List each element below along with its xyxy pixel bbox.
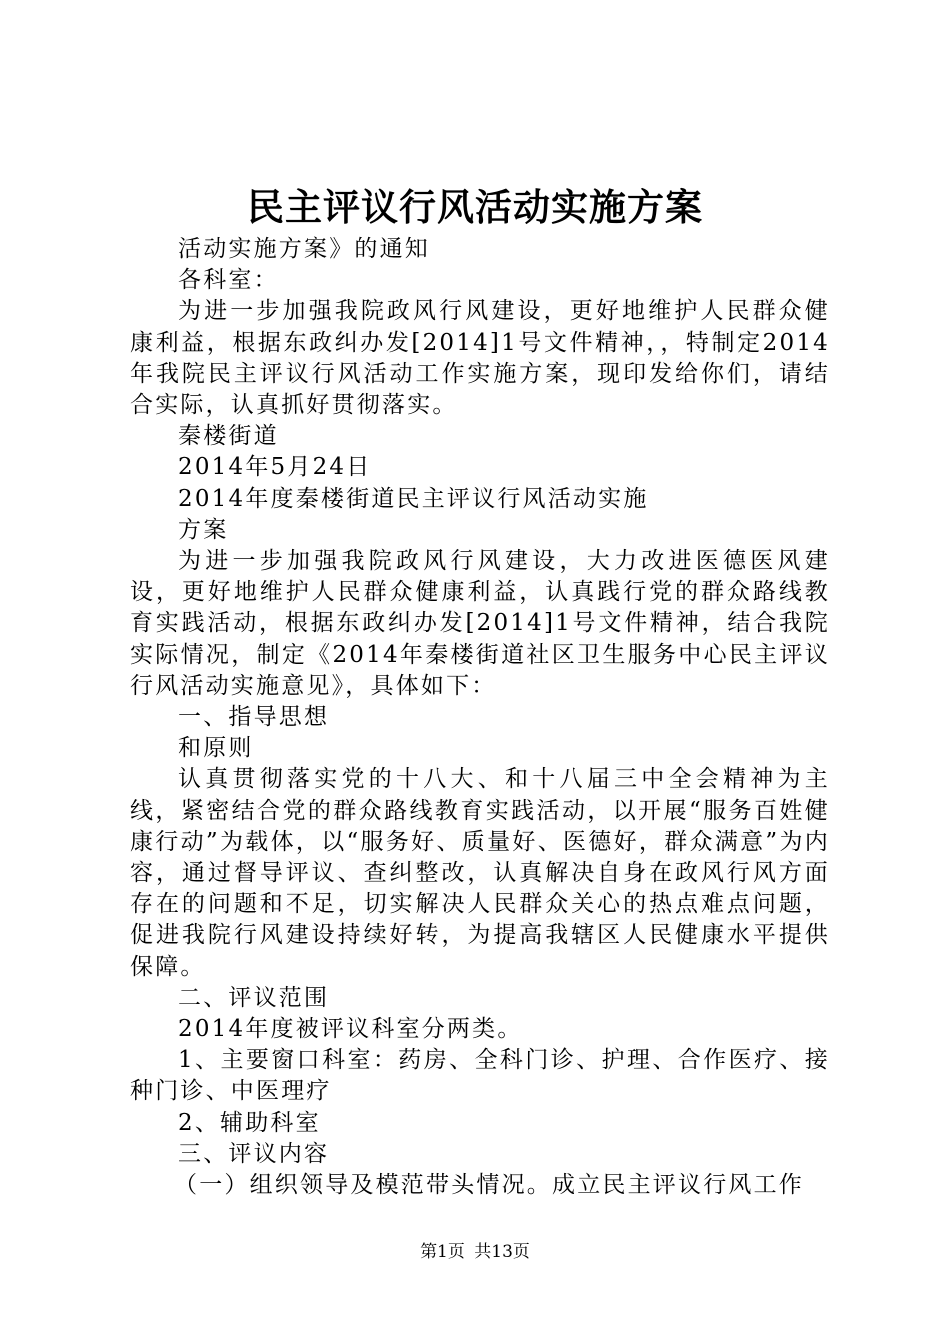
paragraph: 各科室： — [178, 267, 279, 294]
paragraph: 为进一步加强我院政风行风建设，更好地维护人民群众健康利益，根据东政纠办发[2014]1号文件精神，，特制定2014年我院民主评议行风活动工作实施方案，现印发给你们，请结合实际，认真抓好贯彻落实。 — [130, 298, 830, 419]
page-total: 共13页 — [474, 1242, 530, 1262]
section-heading: 二、评议范围 — [178, 984, 330, 1011]
paragraph: （一）组织领导及模范带头情况。成立民主评议行风工作 — [174, 1172, 804, 1199]
page-number: 第1页 — [420, 1242, 465, 1262]
paragraph: 2014年度被评议科室分两类。 — [178, 1016, 523, 1043]
document-title: 民主评议行风活动实施方案 — [247, 186, 703, 229]
paragraph: 2014年5月24日 — [178, 454, 372, 481]
paragraph: 2014年度秦楼街道民主评议行风活动实施 — [178, 485, 649, 512]
page-footer — [0, 1240, 950, 1264]
paragraph: 认真贯彻落实党的十八大、和十八届三中全会精神为主线，紧密结合党的群众路线教育实践活动，以开展“服务百姓健康行动”为载体，以“服务好、质量好、医德好，群众满意”为内容，通过督导评议、查纠整改，认真解决自身在政风行风方面存在的问题和不足，切实解决人民群众关心的热点难点问题，促进我院行风建设持续好转，为提高我辖区人民健康水平提供保障。 — [130, 766, 830, 980]
paragraph: 秦楼街道 — [178, 423, 279, 450]
paragraph: 活动实施方案》的通知 — [178, 236, 430, 262]
document-body — [130, 234, 830, 1201]
paragraph: 方案 — [178, 516, 229, 543]
paragraph: 2、辅助科室 — [178, 1109, 321, 1136]
section-heading: 一、指导思想 — [178, 704, 330, 731]
paragraph: 和原则 — [178, 735, 254, 762]
paragraph: 1、主要窗口科室：药房、全科门诊、护理、合作医疗、接种门诊、中医理疗 — [130, 1047, 830, 1105]
paragraph: 为进一步加强我院政风行风建设，大力改进医德医风建设，更好地维护人民群众健康利益，认真践行党的群众路线教育实践活动，根据东政纠办发[2014]1号文件精神，结合我院实际情况，制定《2014年秦楼街道社区卫生服务中心民主评议行风活动实施意见》，具体如下： — [130, 548, 830, 699]
section-heading: 三、评议内容 — [178, 1140, 330, 1167]
